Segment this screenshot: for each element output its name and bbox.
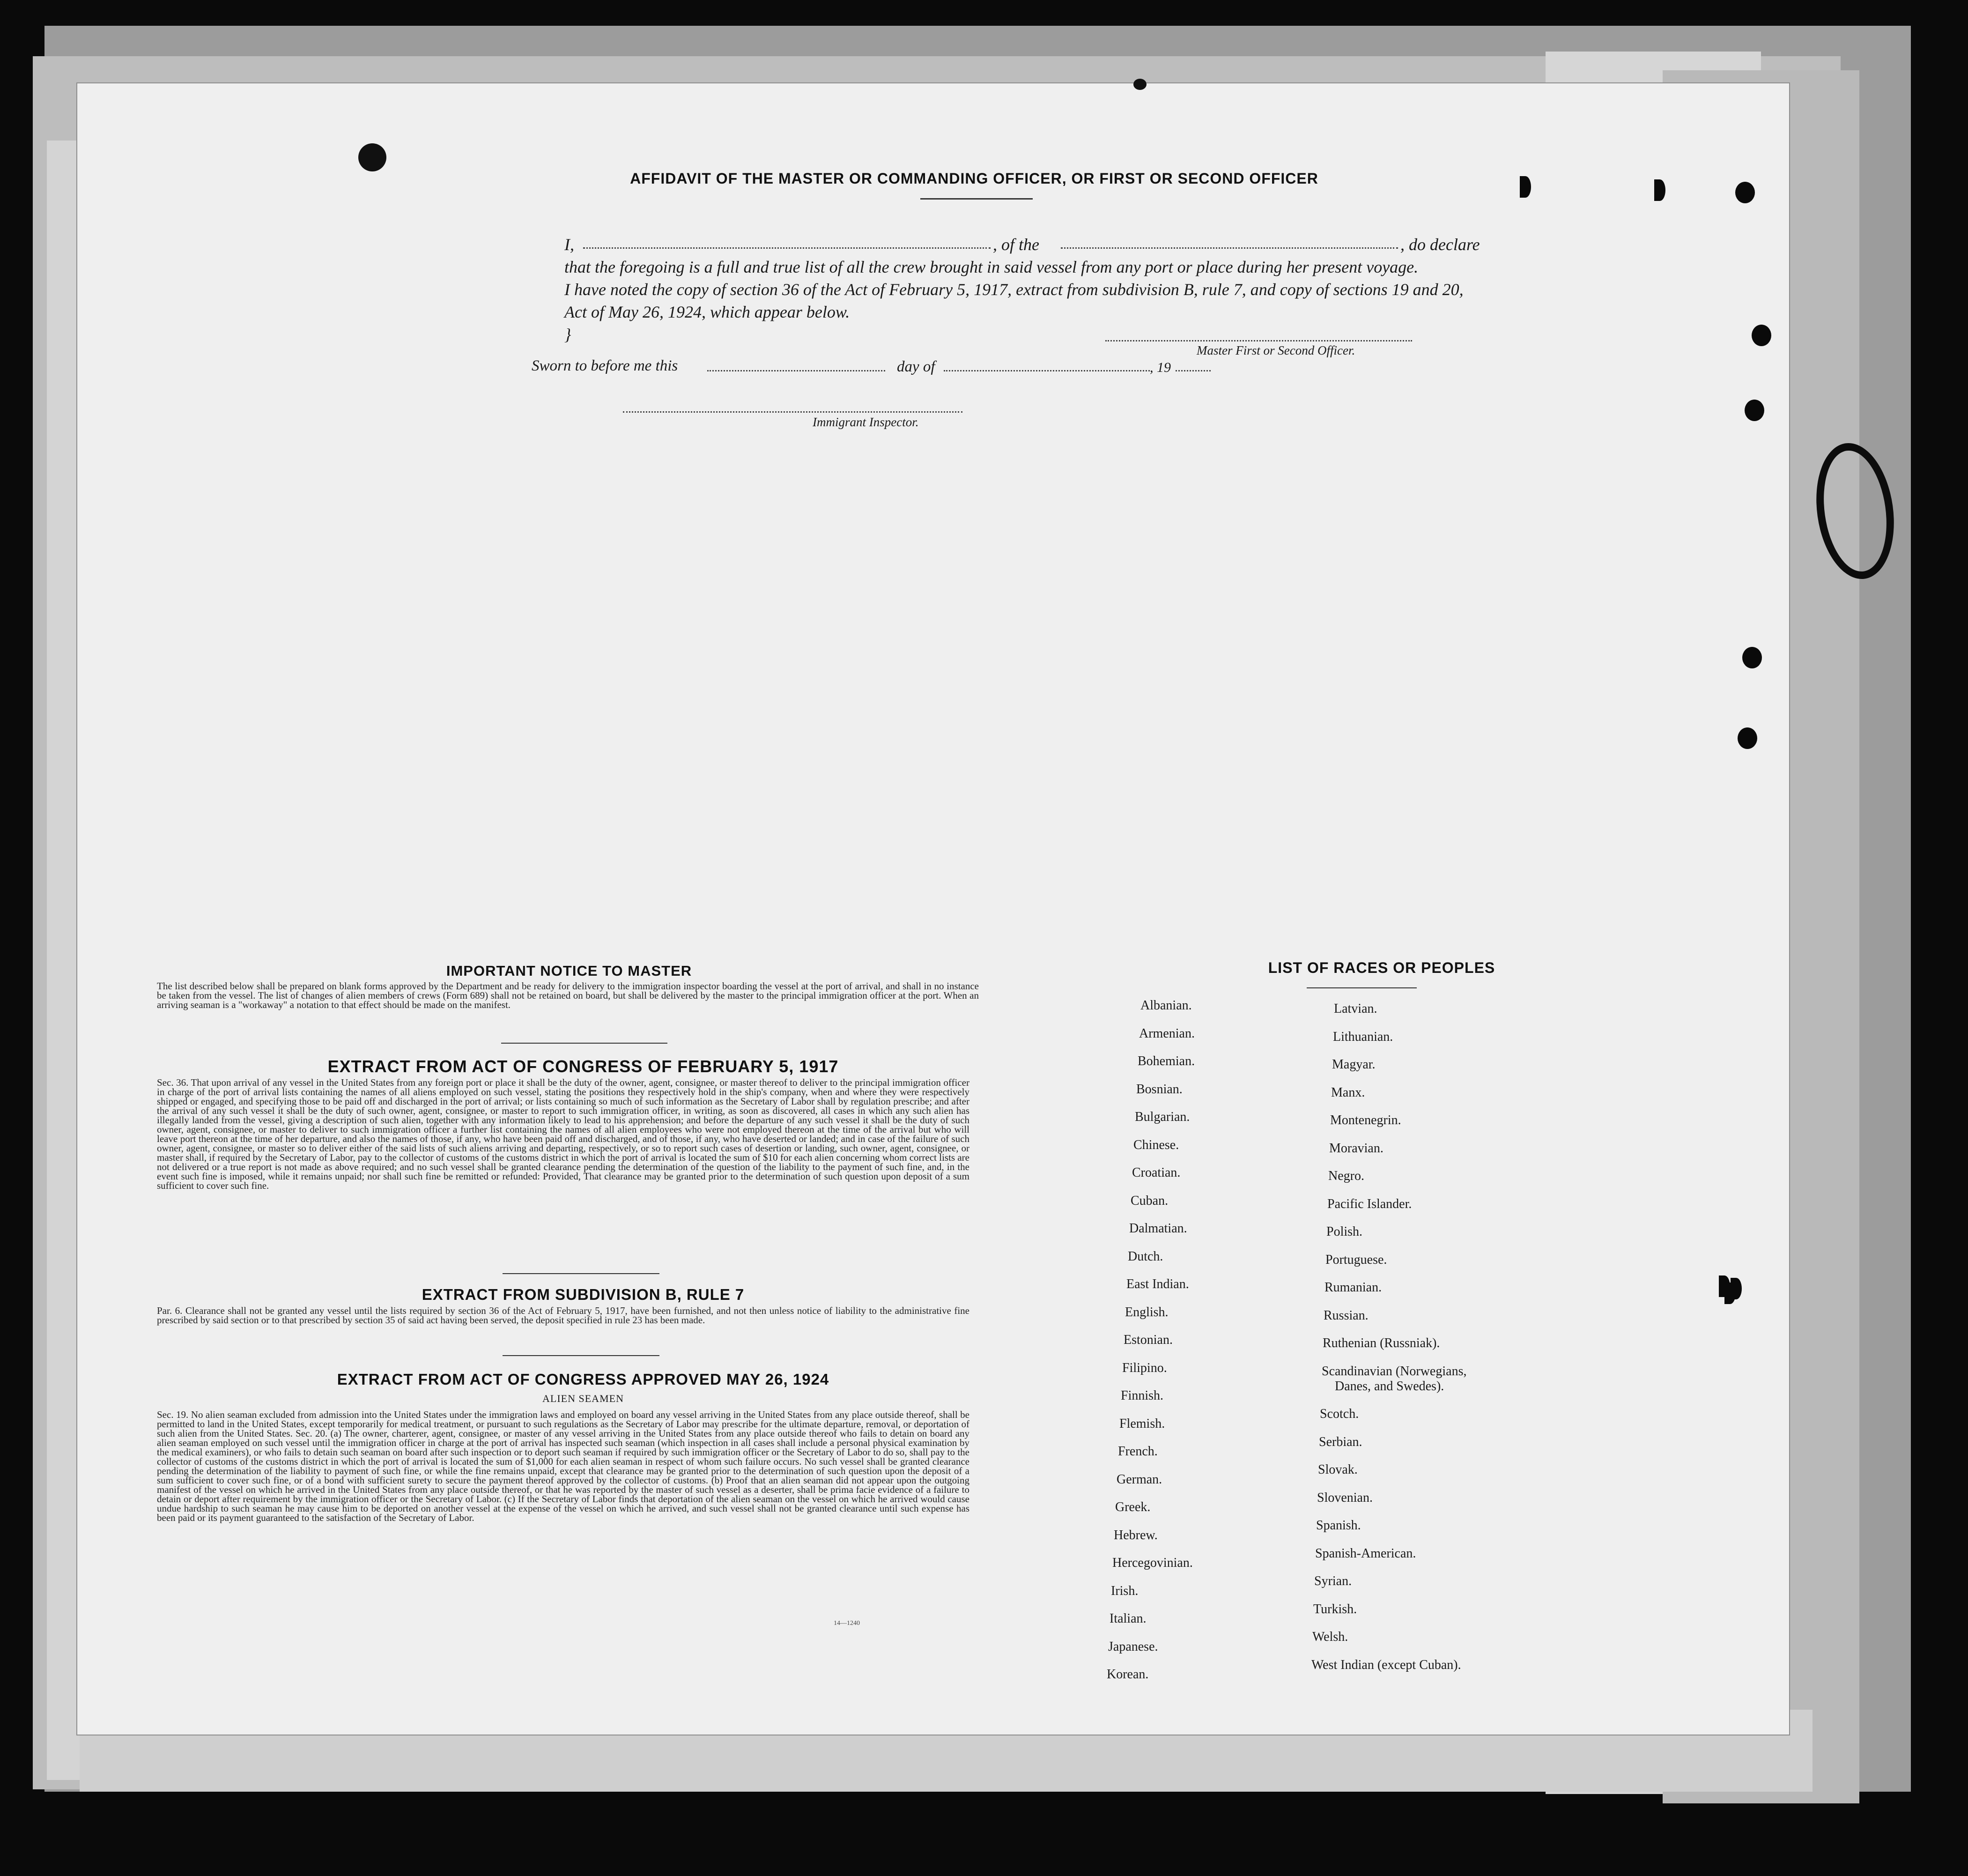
inspector-label: Immigrant Inspector. bbox=[813, 415, 919, 429]
race-item: Irish. bbox=[1111, 1583, 1139, 1598]
race-item: Estonian. bbox=[1124, 1333, 1173, 1347]
race-item: Bosnian. bbox=[1136, 1082, 1183, 1097]
race-item: Japanese. bbox=[1108, 1639, 1158, 1654]
affidavit-line-3: I have noted the copy of section 36 of the Act of February 5, 1917, extract from subdivision B, rule 7, and copy of sections 19 and 20, bbox=[564, 280, 1464, 299]
punch-hole bbox=[1654, 179, 1665, 201]
sworn-year: , 19 bbox=[1150, 360, 1171, 375]
sworn-day-field bbox=[707, 370, 885, 371]
punch-hole bbox=[1745, 400, 1764, 421]
master-name-field bbox=[583, 247, 991, 249]
master-signature-label: Master First or Second Officer. bbox=[1197, 343, 1355, 357]
extract-1924-title: EXTRACT FROM ACT OF CONGRESS APPROVED MAY 26, 1924 bbox=[337, 1371, 829, 1388]
race-item: Polish. bbox=[1326, 1224, 1363, 1239]
section-divider bbox=[501, 1043, 667, 1044]
extract-1924-paragraph: Sec. 19. No alien seaman excluded from admission into the United States under the immigration laws and employed on board any vessel arriving in the United States from any place outside thereof, shall be permitted to land in the United States, except temporarily for medical treatment, or pursuant to such regulations as the Secretary of Labor may prescribe for the ultimate departure, removal, or deportation of such alien from the United States. Sec. 20. (a) The owner, charterer, agent, consignee, or master of any vessel arriving in the United States from any place outside thereof who fails to detain on board any alien seaman employed on such vessel until the immigration officer in charge at the port of arrival has inspected such seaman (which inspection in all cases shall include a personal physical examination by the medical examiners), or who fails to detain such seaman on board after such inspection or to deport such seaman if required by such immigration officer or the Secretary of Labor to do so, shall pay to the collector of customs of the customs district in which the port of arrival is located the sum of $1,000 for each alien seaman in respect of whom such failure occurs. No such vessel shall be granted clearance pending the determination of the liability to payment of such fine, or while the fine remains unpaid, except that clearance may be granted prior to the determination of such question upon the deposit of a sum sufficient to cover such fine, or of a bond with sufficient surety to secure the payment thereof approved by the collector of customs. (b) Proof that an alien seaman did not appear upon the outgoing manifest of the vessel on which he arrived in the United States from any place outside thereof, or that he was reported by the master of such vessel as a deserter, shall be prima facie evidence of a failure to detain or deport after requirement by the immigration officer or the Secretary of Labor. (c) If the Secretary of Labor finds that deportation of the alien seaman on the vessel on which he arrived would cause undue hardship to such seaman he may cause him to be deported on another vessel at the expense of the vessel on which he arrived, and such vessel shall not be granted clearance until such expense has been paid or its payment guaranteed to the satisfaction of the Secretary of Labor. bbox=[157, 1409, 969, 1523]
race-item: Hercegovinian. bbox=[1112, 1556, 1193, 1570]
race-item: Slovak. bbox=[1318, 1462, 1358, 1477]
notice-paragraph: The list described below shall be prepared on blank forms approved by the Department and be ready for delivery to the immigration inspector boarding the vessel at the port of arrival, and shall in no instance be taken from the vessel. The list of changes of alien members of crews (Form 689) shall not be retained on board, but shall be delivered by the master to the principal immigration officer at the port. When an arriving seaman is a "workaway" a notation to that effect should be made on the manifest. bbox=[157, 980, 979, 1010]
punch-hole bbox=[1742, 647, 1762, 668]
affidavit-i: I, bbox=[564, 235, 574, 254]
race-item: Turkish. bbox=[1313, 1602, 1357, 1616]
title-divider bbox=[920, 198, 1033, 200]
race-item: Scandinavian (Norwegians, bbox=[1322, 1364, 1467, 1379]
race-item: Filipino. bbox=[1122, 1360, 1167, 1375]
notice-title: IMPORTANT NOTICE TO MASTER bbox=[446, 963, 692, 979]
race-item: English. bbox=[1125, 1305, 1169, 1320]
affidavit-page bbox=[77, 83, 1789, 1735]
affidavit-line-2: that the foregoing is a full and true list of all the crew brought in said vessel from any port or place during her present voyage. bbox=[564, 258, 1419, 276]
race-item: Manx. bbox=[1331, 1085, 1365, 1100]
ink-blot bbox=[358, 143, 386, 171]
race-item: Slovenian. bbox=[1317, 1490, 1373, 1505]
race-item: German. bbox=[1117, 1472, 1162, 1487]
race-item: Bohemian. bbox=[1138, 1054, 1195, 1068]
vessel-name-field bbox=[1061, 247, 1398, 249]
punch-hole bbox=[1752, 325, 1771, 346]
race-item: West Indian (except Cuban). bbox=[1311, 1657, 1461, 1672]
sworn-prefix: Sworn to before me this bbox=[532, 357, 678, 374]
affidavit-of-the: , of the bbox=[993, 235, 1039, 254]
extract-1924-subtitle: ALIEN SEAMEN bbox=[542, 1393, 624, 1404]
race-item: Negro. bbox=[1328, 1169, 1364, 1183]
race-item: Serbian. bbox=[1319, 1434, 1362, 1449]
extract-1917-paragraph: Sec. 36. That upon arrival of any vessel in the United States from any foreign port or place it shall be the duty of the owner, agent, consignee, or master thereof to deliver to the principal immigration officer in charge of the port of arrival lists containing the names of all aliens employed on such vessel, stating the positions they respectively hold in the ship's company, when and where they were respectively shipped or engaged, and specifying those to be paid off and discharged in the port of arrival; or lists containing so much of such information as the Secretary of Labor shall by regulation prescribe; and after the arrival of any such vessel it shall be the duty of such owner, agent, consignee, or master to report to such immigration officer, in writing, as soon as discovered, all cases in which any such alien has illegally landed from the vessel, giving a description of such alien, together with any information likely to lead to his apprehension; and before the departure of any such vessel it shall be the duty of such owner, agent, consignee, or master to deliver to such immigration officer a further list containing the names of all alien employees who were not employed thereon at the time of the arrival but who will leave port thereon at the time of her departure, and also the names of those, if any, who have been paid off and discharged, and of those, if any, who have deserted or landed; and in case of the failure of such owner, agent, consignee, or master so to deliver either of the said lists of such aliens arriving and departing, respectively, or so to report such cases of desertion or landing, such owner, agent, consignee, or master shall, if required by the Secretary of Labor, pay to the collector of customs of the customs district in which the port of arrival is located the sum of $10 for each alien concerning whom correct lists are not delivered or a true report is not made as above required; and no such vessel shall be granted clearance pending the determination of the question of the liability to the payment of such fine, and, in the event such fine is imposed, while it remains unpaid; nor shall such fine be remitted or refunded: Provided, That clearance may be granted prior to the determination of such question upon deposit of a sum sufficient to cover such fine. bbox=[157, 1077, 969, 1191]
extract-rule7-paragraph: Par. 6. Clearance shall not be granted any vessel until the lists required by section 36 of the Act of February 5, 1917, have been furnished, and not then unless notice of liability to the administrative fine prescribed by said section or to that prescribed by section 35 of said act having been served, the deposit specified in rule 23 has been made. bbox=[157, 1305, 969, 1326]
race-item: Rumanian. bbox=[1324, 1280, 1382, 1295]
race-item: Welsh. bbox=[1312, 1630, 1348, 1644]
race-item: Greek. bbox=[1115, 1500, 1151, 1514]
race-item: Pacific Islander. bbox=[1327, 1196, 1412, 1211]
extract-1917-title: EXTRACT FROM ACT OF CONGRESS OF FEBRUARY 5, 1917 bbox=[327, 1057, 839, 1076]
race-item: Finnish. bbox=[1121, 1388, 1164, 1403]
affidavit-body: I, , of the , do declare that the foregoing is a full and true list of all the crew brought in said vessel from any port or place during her present voyage. I have noted the copy of section 36 of the Act of February 5, 1917, extract from subdivision B, rule 7, and copy of sections 19 and 20, Act of May 26, 1924, which appear below. } bbox=[564, 233, 1524, 346]
master-signature-line bbox=[1105, 340, 1412, 341]
races-divider bbox=[1307, 987, 1417, 988]
race-item: Moravian. bbox=[1329, 1141, 1384, 1156]
race-item: Montenegrin. bbox=[1330, 1113, 1401, 1127]
affidavit-line-4: Act of May 26, 1924, which appear below. bbox=[564, 303, 850, 321]
sworn-month-field bbox=[944, 370, 1150, 371]
race-item: Russian. bbox=[1324, 1308, 1369, 1323]
race-item: Italian. bbox=[1110, 1611, 1147, 1626]
race-item: Chinese. bbox=[1133, 1137, 1179, 1152]
race-item: Korean. bbox=[1107, 1667, 1149, 1682]
race-item: Syrian. bbox=[1314, 1574, 1352, 1588]
race-item: Danes, and Swedes). bbox=[1335, 1379, 1444, 1394]
section-divider bbox=[503, 1355, 659, 1356]
races-title: LIST OF RACES OR PEOPLES bbox=[1268, 959, 1495, 976]
race-item: Lithuanian. bbox=[1333, 1029, 1393, 1044]
race-item: Ruthenian (Russniak). bbox=[1323, 1336, 1440, 1350]
race-item: Portuguese. bbox=[1325, 1252, 1387, 1267]
race-item: French. bbox=[1118, 1444, 1158, 1459]
race-item: Dutch. bbox=[1128, 1249, 1163, 1264]
race-item: Cuban. bbox=[1131, 1193, 1169, 1208]
race-item: Croatian. bbox=[1132, 1165, 1181, 1180]
race-item: Spanish-American. bbox=[1315, 1546, 1416, 1561]
affidavit-declare: , do declare bbox=[1400, 235, 1480, 254]
race-item: East Indian. bbox=[1126, 1277, 1189, 1291]
punch-hole bbox=[1738, 727, 1757, 749]
sworn-day-of: day of bbox=[897, 358, 935, 375]
race-item: Armenian. bbox=[1139, 1026, 1195, 1041]
inspector-signature-line bbox=[623, 411, 962, 413]
punch-hole bbox=[1719, 1275, 1730, 1297]
form-number: 14—1240 bbox=[834, 1620, 860, 1627]
section-divider bbox=[503, 1273, 659, 1274]
race-item: Bulgarian. bbox=[1135, 1110, 1190, 1124]
punch-hole bbox=[1735, 182, 1755, 203]
affidavit-title: AFFIDAVIT OF THE MASTER OR COMMANDING OFFICER, OR FIRST OR SECOND OFFICER bbox=[630, 170, 1318, 187]
race-item: Hebrew. bbox=[1114, 1527, 1158, 1542]
race-item: Flemish. bbox=[1119, 1416, 1165, 1431]
ink-blot bbox=[1133, 79, 1147, 90]
race-item: Dalmatian. bbox=[1129, 1221, 1187, 1236]
race-item: Magyar. bbox=[1332, 1057, 1376, 1072]
race-item: Albanian. bbox=[1140, 998, 1192, 1013]
race-item: Scotch. bbox=[1320, 1407, 1359, 1421]
race-item: Spanish. bbox=[1316, 1518, 1361, 1533]
sworn-year-field bbox=[1176, 370, 1211, 371]
extract-rule7-title: EXTRACT FROM SUBDIVISION B, RULE 7 bbox=[422, 1286, 745, 1303]
race-item: Latvian. bbox=[1334, 1001, 1377, 1016]
punch-hole bbox=[1520, 176, 1531, 198]
